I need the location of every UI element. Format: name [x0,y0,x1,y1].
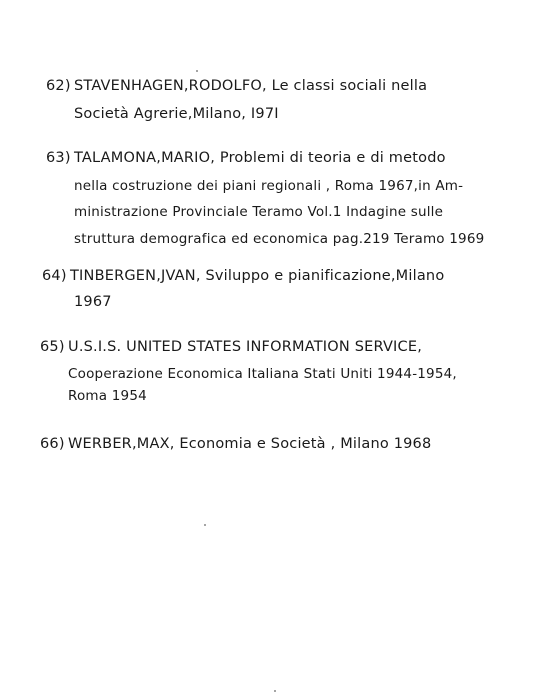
entry-line: Roma 1954 [68,388,147,404]
entry-line: U.S.I.S. UNITED STATES INFORMATION SERVICE, [68,339,423,355]
entry-line: nella costruzione dei piani regionali , Roma 1967,in Am- [74,178,464,194]
entry-number: 62) [46,78,71,94]
entry-line: 1967 [74,294,112,310]
scan-speck [196,70,198,72]
entry-line: STAVENHAGEN,RODOLFO, Le classi sociali nella [74,78,428,94]
entry-line: Cooperazione Economica Italiana Stati Uniti 1944-1954, [68,366,457,382]
entry-number: 64) [42,268,67,284]
entry-number: 65) [40,339,65,355]
entry-line: struttura demografica ed economica pag.219 Teramo 1969 [74,231,485,247]
entry-line: WERBER,MAX, Economia e Società , Milano 1968 [68,436,432,452]
entry-number: 63) [46,150,71,166]
entry-line: TALAMONA,MARIO, Problemi di teoria e di metodo [74,150,446,166]
entry-number: 66) [40,436,65,452]
entry-line: ministrazione Provinciale Teramo Vol.1 Indagine sulle [74,204,444,220]
scan-speck [204,524,206,526]
scan-speck [274,690,276,692]
entry-line: TINBERGEN,JVAN, Sviluppo e pianificazione,Milano [70,268,445,284]
entry-line: Società Agrerie,Milano, I97I [74,106,279,122]
